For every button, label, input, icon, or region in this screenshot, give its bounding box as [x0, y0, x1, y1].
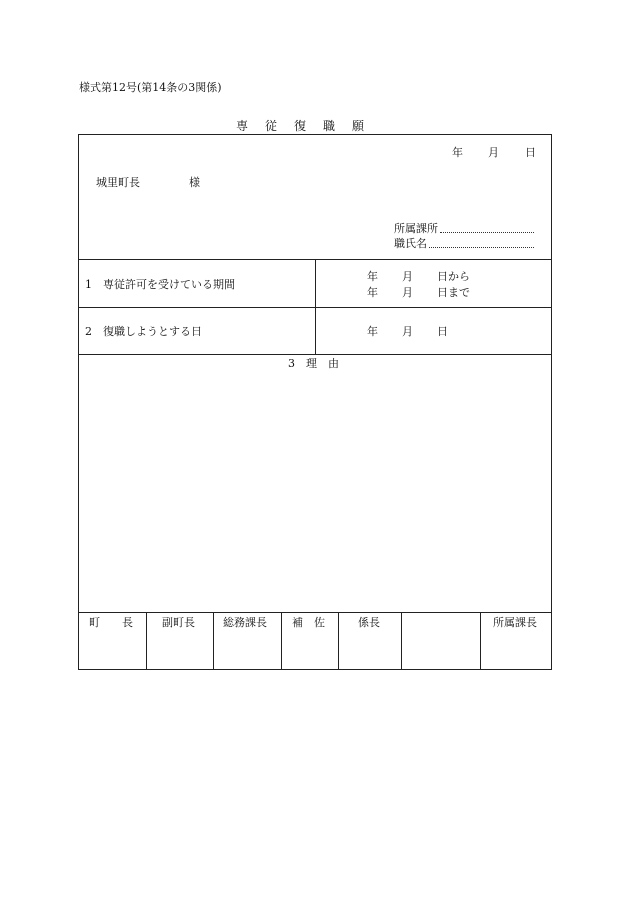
addressee-name: 城里町長 [96, 176, 140, 189]
approval-divider-6 [480, 612, 481, 669]
item1-label: 1 専従許可を受けている期間 [85, 278, 235, 291]
item2-day: 日 [437, 325, 448, 338]
date-year-label: 年 [452, 146, 463, 159]
approval-section-chief: 係長 [358, 616, 380, 629]
item1-to-day: 日まで [437, 286, 470, 299]
item1-from-month: 月 [402, 270, 413, 283]
item1-to-year: 年 [367, 286, 378, 299]
item2-month: 月 [402, 325, 413, 338]
date-day-label: 日 [525, 146, 536, 159]
items-column-divider [315, 259, 316, 354]
divider-after-item2 [78, 354, 552, 355]
approval-divider-1 [146, 612, 147, 669]
item2-label: 2 復職しようとする日 [85, 325, 202, 338]
name-field[interactable] [429, 247, 534, 248]
item1-to-month: 月 [402, 286, 413, 299]
approval-assistant: 補 佐 [292, 616, 325, 629]
form-number: 様式第12号(第14条の3関係) [79, 81, 222, 94]
department-label: 所属課所 [394, 222, 438, 235]
item1-from-year: 年 [367, 270, 378, 283]
name-label: 職氏名 [394, 237, 427, 250]
item2-year: 年 [367, 325, 378, 338]
approval-general-affairs-chief: 総務課長 [223, 616, 267, 629]
approval-divider-5 [401, 612, 402, 669]
department-field[interactable] [440, 232, 534, 233]
reason-label: 3 理 由 [288, 357, 339, 370]
date-month-label: 月 [488, 146, 499, 159]
approval-divider-4 [338, 612, 339, 669]
addressee-honorific: 様 [189, 176, 200, 189]
approval-department-chief: 所属課長 [493, 616, 537, 629]
approval-divider-2 [213, 612, 214, 669]
reason-field[interactable] [79, 372, 551, 611]
approval-deputy-mayor: 副町長 [162, 616, 195, 629]
approval-mayor: 町 長 [89, 616, 133, 629]
form-title: 専従復職願 [236, 119, 382, 133]
item1-from-day: 日から [437, 270, 470, 283]
approval-divider-3 [281, 612, 282, 669]
